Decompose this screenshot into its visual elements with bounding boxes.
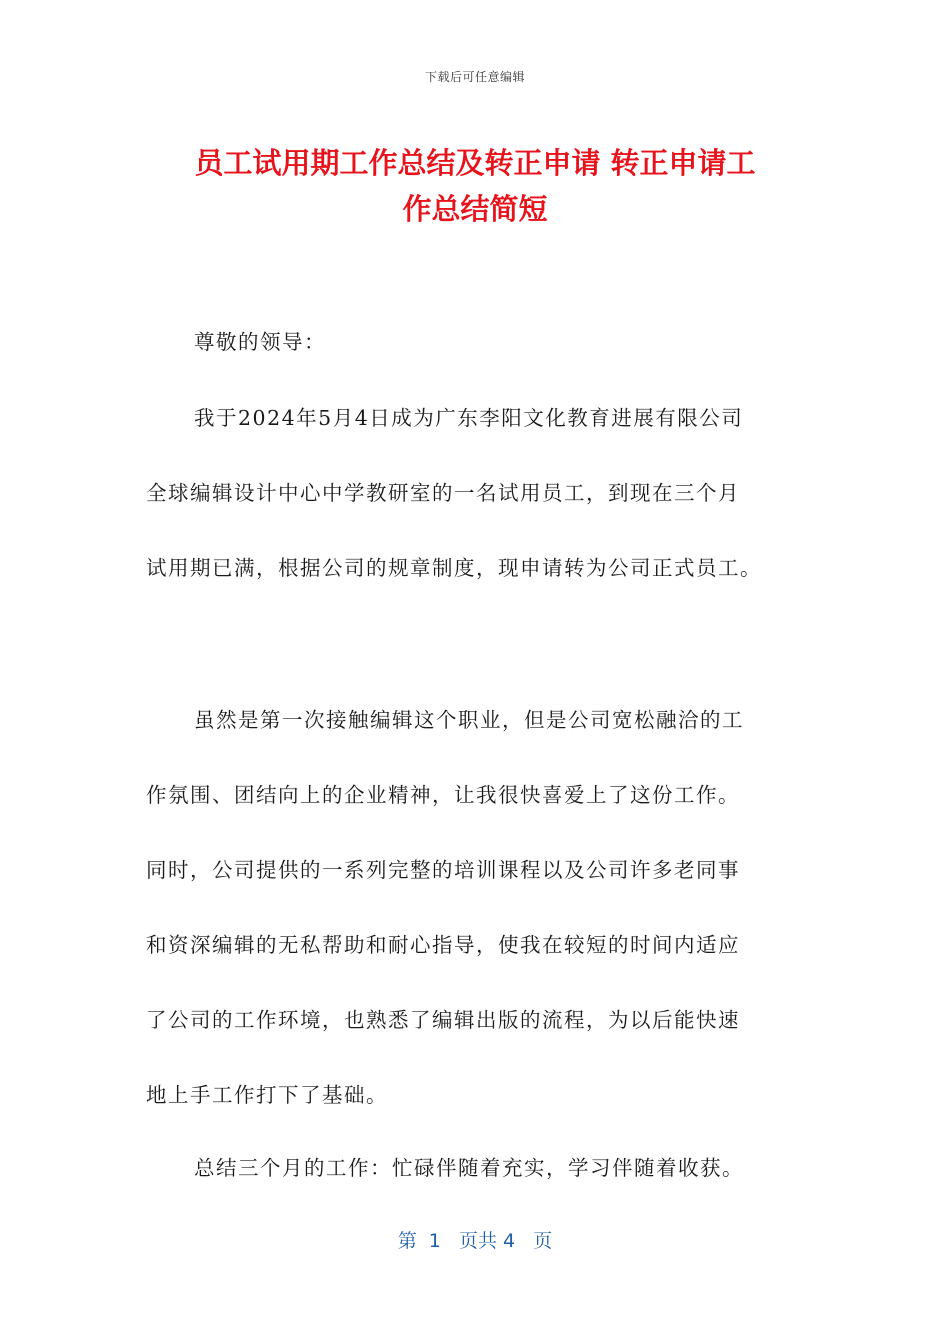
paragraph-2 bbox=[146, 700, 806, 1150]
paragraph-line: 地上手工作打下了基础。 bbox=[146, 1083, 388, 1107]
title-line-1: 员工试用期工作总结及转正申请 转正申请工 bbox=[194, 146, 756, 180]
title-line-2: 作总结简短 bbox=[402, 192, 548, 226]
paragraph-line: 了公司的工作环境，也熟悉了编辑出版的流程，为以后能快速 bbox=[146, 1008, 740, 1032]
document-title bbox=[140, 140, 810, 232]
paragraph-1 bbox=[146, 398, 806, 623]
paragraph-line: 同时，公司提供的一系列完整的培训课程以及公司许多老同事 bbox=[146, 858, 740, 882]
paragraph-line: 总结三个月的工作：忙碌伴随着充实，学习伴随着收获。 bbox=[194, 1156, 744, 1180]
paragraph-line: 试用期已满，根据公司的规章制度，现申请转为公司正式员工。 bbox=[146, 556, 762, 580]
header-note: 下载后可任意编辑 bbox=[424, 70, 525, 84]
salutation bbox=[146, 322, 806, 397]
paragraph-line: 虽然是第一次接触编辑这个职业，但是公司宽松融洽的工 bbox=[194, 708, 744, 732]
paragraph-line: 全球编辑设计中心中学教研室的一名试用员工，到现在三个月 bbox=[146, 481, 740, 505]
page-number-footer: 第 1 页共 4 页 bbox=[397, 1230, 553, 1252]
paragraph-line: 我于2024年5月4日成为广东李阳文化教育进展有限公司 bbox=[194, 406, 744, 430]
paragraph-line: 作氛围、团结向上的企业精神，让我很快喜爱上了这份工作。 bbox=[146, 783, 740, 807]
paragraph-3 bbox=[146, 1148, 806, 1223]
salutation-text: 尊敬的领导： bbox=[194, 330, 326, 354]
paragraph-line: 和资深编辑的无私帮助和耐心指导，使我在较短的时间内适应 bbox=[146, 933, 740, 957]
